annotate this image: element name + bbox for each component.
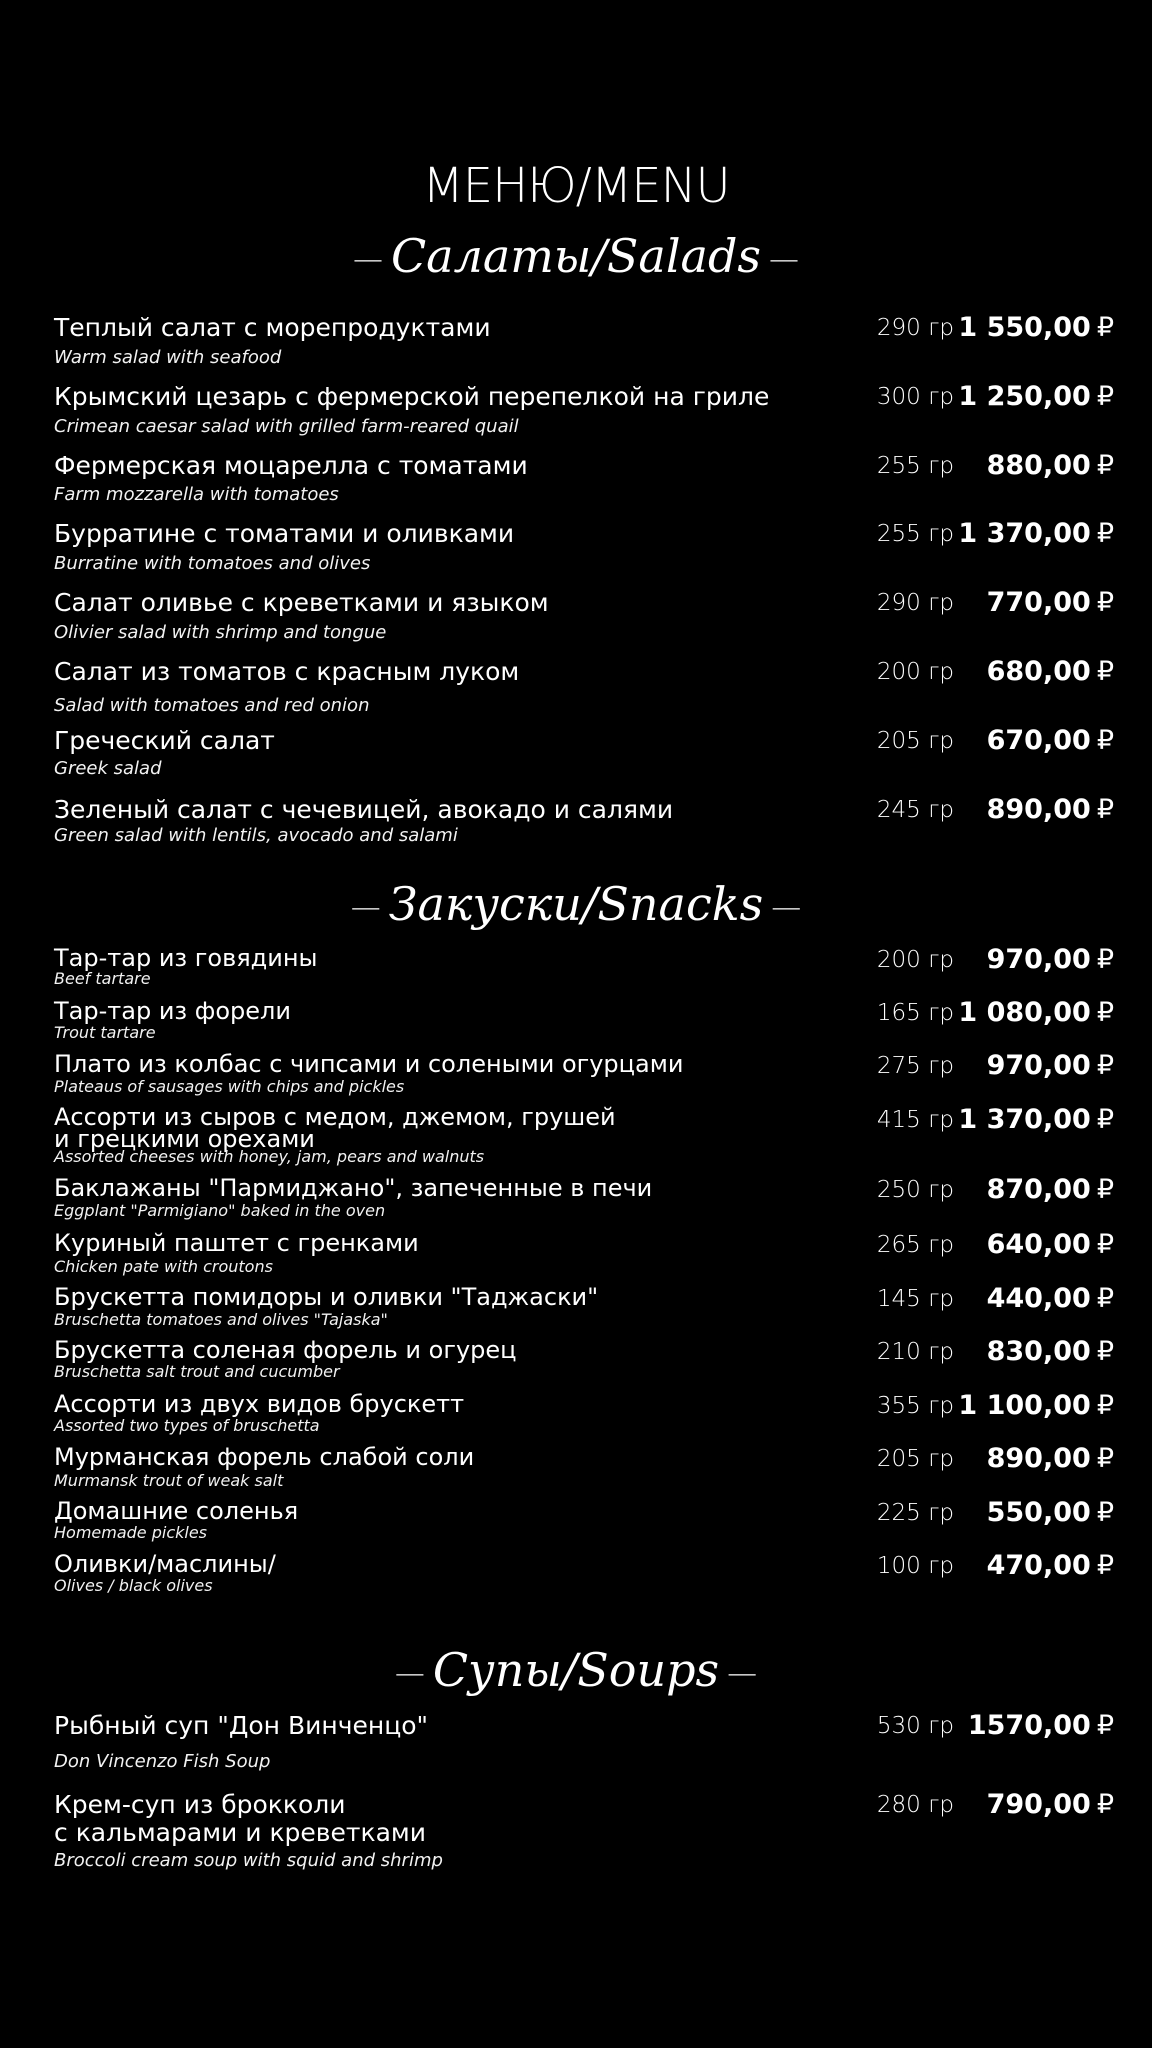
item-name-ru: Бурратине с томатами и оливками xyxy=(54,519,515,548)
item-name-en: Murmansk trout of weak salt xyxy=(54,1471,284,1490)
item-price xyxy=(914,1499,1114,1527)
item-name-ru: Домашние соленья xyxy=(54,1497,299,1525)
item-name-en: Green salad with lentils, avocado and salami xyxy=(54,825,458,846)
price-value: 470,00 xyxy=(986,1550,1091,1581)
item-price xyxy=(914,383,1114,411)
section-heading-text: Супы/Soups xyxy=(432,1643,720,1697)
ruble-symbol: ₽ xyxy=(1096,1174,1114,1205)
ruble-symbol: ₽ xyxy=(1096,794,1114,825)
ruble-symbol: ₽ xyxy=(1096,587,1114,618)
item-name-ru: Теплый салат с морепродуктами xyxy=(54,313,491,342)
ruble-symbol: ₽ xyxy=(1096,1283,1114,1314)
ruble-symbol: ₽ xyxy=(1096,381,1114,412)
item-name-en: Broccoli cream soup with squid and shrimp xyxy=(54,1850,443,1871)
item-name-ru: Рыбный суп "Дон Винченцо" xyxy=(54,1711,429,1740)
ruble-symbol: ₽ xyxy=(1096,1104,1114,1135)
item-name-en: Bruschetta salt trout and cucumber xyxy=(54,1362,340,1381)
price-value: 790,00 xyxy=(986,1789,1091,1820)
item-weight: 300 гр xyxy=(876,384,954,410)
item-weight: 355 гр xyxy=(876,1393,954,1419)
item-price xyxy=(914,1285,1114,1313)
item-price xyxy=(914,1552,1114,1580)
item-name-ru: Брускетта соленая форель и огурец xyxy=(54,1336,517,1364)
item-name-en: Homemade pickles xyxy=(54,1523,208,1542)
item-name-en: Warm salad with seafood xyxy=(54,347,282,368)
section-heading-text: Закуски/Snacks xyxy=(388,877,764,931)
price-value: 880,00 xyxy=(986,450,1091,481)
item-name-en: Olivier salad with shrimp and tongue xyxy=(54,622,387,643)
price-value: 870,00 xyxy=(986,1174,1091,1205)
item-price xyxy=(914,1791,1114,1819)
item-name-ru: Тар-тар из говядины xyxy=(54,944,318,972)
item-name-ru: Греческий салат xyxy=(54,726,275,755)
price-value: 680,00 xyxy=(986,656,1091,687)
price-value: 890,00 xyxy=(986,1443,1091,1474)
item-weight: 210 гр xyxy=(876,1339,954,1365)
item-weight: 205 гр xyxy=(876,1446,954,1472)
item-weight: 275 гр xyxy=(876,1053,954,1079)
item-price xyxy=(914,796,1114,824)
item-name-en: Salad with tomatoes and red onion xyxy=(54,695,370,716)
item-name-ru: Ассорти из сыров с медом, джемом, грушей и грецкими орехами xyxy=(54,1103,616,1153)
ruble-symbol: ₽ xyxy=(1096,1390,1114,1421)
menu-title: МЕНЮ/MENU xyxy=(422,158,730,214)
item-price xyxy=(914,999,1114,1027)
ruble-symbol: ₽ xyxy=(1096,1336,1114,1367)
ruble-symbol: ₽ xyxy=(1096,997,1114,1028)
item-name-en: Olives / black olives xyxy=(54,1576,213,1595)
heading-dash-left: — xyxy=(394,1656,425,1691)
item-price xyxy=(914,1445,1114,1473)
item-name-ru: Салат оливье с креветками и языком xyxy=(54,588,549,617)
item-name-ru: Оливки/маслины/ xyxy=(54,1550,276,1578)
item-name-en: Crimean caesar salad with grilled farm-reared quail xyxy=(54,416,519,437)
price-value: 1 080,00 xyxy=(958,997,1091,1028)
item-price xyxy=(914,658,1114,686)
ruble-symbol: ₽ xyxy=(1096,944,1114,975)
item-name-en: Farm mozzarella with tomatoes xyxy=(54,484,339,505)
ruble-symbol: ₽ xyxy=(1096,725,1114,756)
item-name-en: Trout tartare xyxy=(54,1023,156,1042)
item-weight: 280 гр xyxy=(876,1792,954,1818)
item-weight: 205 гр xyxy=(876,728,954,754)
item-weight: 200 гр xyxy=(876,947,954,973)
item-price xyxy=(914,589,1114,617)
item-name-ru: Крем-суп из брокколи с кальмарами и креветками xyxy=(54,1790,426,1847)
item-price xyxy=(914,1338,1114,1366)
price-value: 970,00 xyxy=(986,1050,1091,1081)
item-name-ru: Ассорти из двух видов брускетт xyxy=(54,1390,465,1418)
item-weight: 145 гр xyxy=(876,1286,954,1312)
heading-dash-right: — xyxy=(771,890,802,925)
item-price xyxy=(914,1106,1114,1134)
price-value: 1570,00 xyxy=(967,1710,1091,1741)
item-name-ru: Фермерская моцарелла с томатами xyxy=(54,451,528,480)
item-price xyxy=(914,1392,1114,1420)
item-weight: 265 гр xyxy=(876,1232,954,1258)
item-name-ru: Куриный паштет с гренками xyxy=(54,1229,419,1257)
item-weight: 290 гр xyxy=(876,590,954,616)
item-weight: 200 гр xyxy=(876,659,954,685)
price-value: 1 250,00 xyxy=(958,381,1091,412)
item-price xyxy=(914,314,1114,342)
item-price xyxy=(914,946,1114,974)
section-heading-soups xyxy=(0,1642,1152,1702)
heading-dash-left: — xyxy=(352,242,383,277)
item-name-ru: Тар-тар из форели xyxy=(54,997,291,1025)
price-value: 1 370,00 xyxy=(958,518,1091,549)
item-price xyxy=(914,520,1114,548)
price-value: 770,00 xyxy=(986,587,1091,618)
item-name-ru: Салат из томатов с красным луком xyxy=(54,657,520,686)
item-weight: 165 гр xyxy=(876,1000,954,1026)
price-value: 440,00 xyxy=(986,1283,1091,1314)
heading-dash-left: — xyxy=(350,890,381,925)
ruble-symbol: ₽ xyxy=(1096,1229,1114,1260)
ruble-symbol: ₽ xyxy=(1096,1789,1114,1820)
price-value: 1 370,00 xyxy=(958,1104,1091,1135)
item-name-en: Burratine with tomatoes and olives xyxy=(54,553,371,574)
item-name-en: Eggplant "Parmigiano" baked in the oven xyxy=(54,1201,386,1220)
price-value: 970,00 xyxy=(986,944,1091,975)
item-name-en: Don Vincenzo Fish Soup xyxy=(54,1751,271,1772)
item-weight: 415 гр xyxy=(876,1107,954,1133)
item-name-ru: Зеленый салат с чечевицей, авокадо и салями xyxy=(54,795,674,824)
heading-dash-right: — xyxy=(769,242,800,277)
item-price xyxy=(914,1052,1114,1080)
price-value: 1 100,00 xyxy=(958,1390,1091,1421)
item-price xyxy=(914,727,1114,755)
item-name-ru: Мурманская форель слабой соли xyxy=(54,1443,475,1471)
price-value: 670,00 xyxy=(986,725,1091,756)
section-heading-text: Салаты/Salads xyxy=(390,229,762,283)
item-name-en: Assorted two types of bruschetta xyxy=(54,1416,320,1435)
item-weight: 225 гр xyxy=(876,1500,954,1526)
item-name-ru: Крымский цезарь с фермерской перепелкой на гриле xyxy=(54,382,770,411)
item-price xyxy=(914,1712,1114,1740)
price-value: 550,00 xyxy=(986,1497,1091,1528)
item-name-en: Greek salad xyxy=(54,758,162,779)
item-weight: 245 гр xyxy=(876,797,954,823)
ruble-symbol: ₽ xyxy=(1096,1710,1114,1741)
item-name-en: Plateaus of sausages with chips and pickles xyxy=(54,1077,405,1096)
item-name-ru: Брускетта помидоры и оливки "Таджаски" xyxy=(54,1283,599,1311)
item-name-en: Bruschetta tomatoes and olives "Tajaska" xyxy=(54,1310,388,1329)
section-heading-snacks xyxy=(0,876,1152,936)
ruble-symbol: ₽ xyxy=(1096,450,1114,481)
item-name-ru: Баклажаны "Пармиджано", запеченные в печи xyxy=(54,1174,653,1202)
item-price xyxy=(914,1231,1114,1259)
item-weight: 290 гр xyxy=(876,315,954,341)
ruble-symbol: ₽ xyxy=(1096,312,1114,343)
heading-dash-right: — xyxy=(727,1656,758,1691)
item-price xyxy=(914,1176,1114,1204)
item-weight: 530 гр xyxy=(876,1713,954,1739)
item-weight: 255 гр xyxy=(876,521,954,547)
ruble-symbol: ₽ xyxy=(1096,1550,1114,1581)
price-value: 640,00 xyxy=(986,1229,1091,1260)
price-value: 1 550,00 xyxy=(958,312,1091,343)
ruble-symbol: ₽ xyxy=(1096,1443,1114,1474)
item-weight: 255 гр xyxy=(876,453,954,479)
item-price xyxy=(914,452,1114,480)
item-name-en: Chicken pate with croutons xyxy=(54,1257,273,1276)
ruble-symbol: ₽ xyxy=(1096,1050,1114,1081)
ruble-symbol: ₽ xyxy=(1096,518,1114,549)
item-name-en: Assorted cheeses with honey, jam, pears and walnuts xyxy=(54,1147,485,1166)
item-name-ru: Плато из колбас с чипсами и солеными огурцами xyxy=(54,1050,684,1078)
section-heading-salads xyxy=(0,228,1152,288)
ruble-symbol: ₽ xyxy=(1096,1497,1114,1528)
item-weight: 100 гр xyxy=(876,1553,954,1579)
ruble-symbol: ₽ xyxy=(1096,656,1114,687)
item-weight: 250 гр xyxy=(876,1177,954,1203)
item-name-en: Beef tartare xyxy=(54,969,151,988)
price-value: 830,00 xyxy=(986,1336,1091,1367)
price-value: 890,00 xyxy=(986,794,1091,825)
